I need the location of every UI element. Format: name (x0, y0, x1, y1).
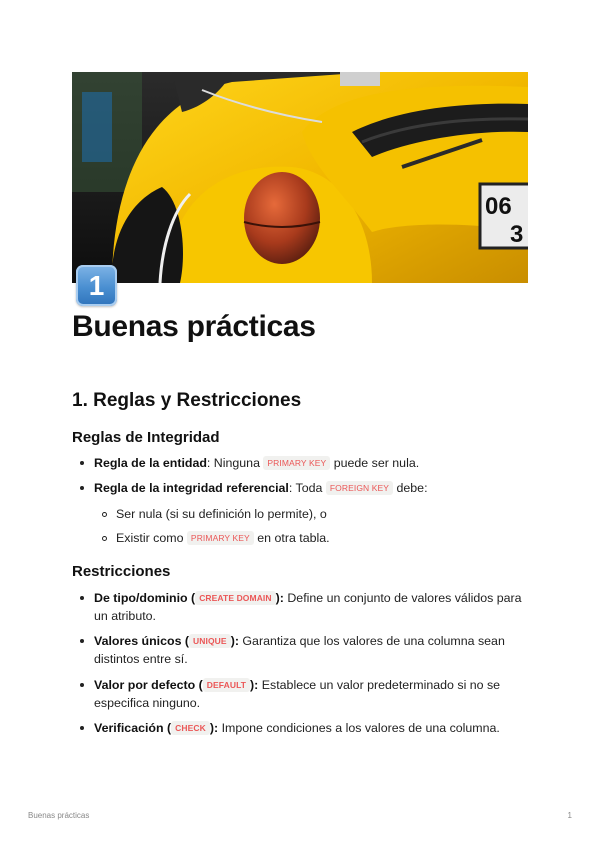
text: puede ser nula. (330, 456, 420, 470)
code-unique: UNIQUE (189, 634, 231, 648)
sub-list-item-existir (116, 529, 526, 547)
plate-line-2: 3 (510, 221, 524, 248)
text: ): (275, 591, 284, 605)
text: Existir como (116, 531, 187, 545)
text: debe: (393, 481, 428, 495)
code-check: CHECK (171, 721, 210, 735)
text: : Toda (288, 481, 326, 495)
list-item-valores-unicos (94, 632, 534, 668)
list-item-regla-referencial (94, 479, 534, 497)
bold-label: Regla de la entidad (94, 456, 207, 470)
text: ): (250, 678, 259, 692)
text: Valores únicos ( (94, 634, 190, 648)
plate-line-1: 06 (485, 193, 512, 220)
bold-label: Regla de la integridad referencial (94, 481, 289, 495)
heading-restricciones: Restricciones (72, 563, 171, 580)
text: Impone condiciones a los valores de una columna. (218, 721, 500, 735)
text: ): (209, 721, 219, 735)
list-item-tipo-dominio (94, 589, 534, 625)
text: Valor por defecto ( (94, 678, 203, 692)
bold-label (94, 591, 284, 605)
text: Define un conjunto de valores válidos para un atributo. (94, 591, 522, 623)
bold-label (94, 721, 218, 735)
code-foreign-key: FOREIGN KEY (326, 481, 393, 495)
page-icon-keycap-1: 1 (76, 265, 117, 306)
code-create-domain: CREATE DOMAIN (195, 591, 275, 605)
yellow-beetle-photo (72, 72, 528, 283)
text: ): (230, 634, 239, 648)
code-default: DEFAULT (203, 678, 250, 692)
page-title: Buenas prácticas (72, 310, 316, 343)
bold-label (94, 678, 258, 692)
text: Establece un valor predeterminado si no se especifica ninguno. (94, 678, 501, 710)
footer-title: Buenas prácticas (28, 811, 90, 820)
text: en otra tabla. (253, 531, 330, 545)
text: Garantiza que los valores de una columna sean distintos entre sí. (94, 634, 505, 666)
footer-page-number: 1 (567, 811, 572, 820)
heading-reglas-integridad: Reglas de Integridad (72, 429, 220, 446)
list-item-regla-entidad (94, 454, 534, 472)
list-item-valor-defecto (94, 676, 534, 712)
code-primary-key: PRIMARY KEY (187, 531, 254, 545)
code-primary-key: PRIMARY KEY (263, 456, 330, 470)
cover-image (72, 72, 528, 283)
text: Verificación ( (94, 721, 172, 735)
heading-reglas-restricciones: 1. Reglas y Restricciones (72, 390, 302, 411)
list-item-verificacion (94, 719, 534, 737)
text: : Ninguna (206, 456, 264, 470)
text: De tipo/dominio ( (94, 591, 196, 605)
sub-list-item-ser-nula: Ser nula (si su definición lo permite), o (116, 505, 526, 523)
bold-label (94, 634, 239, 648)
